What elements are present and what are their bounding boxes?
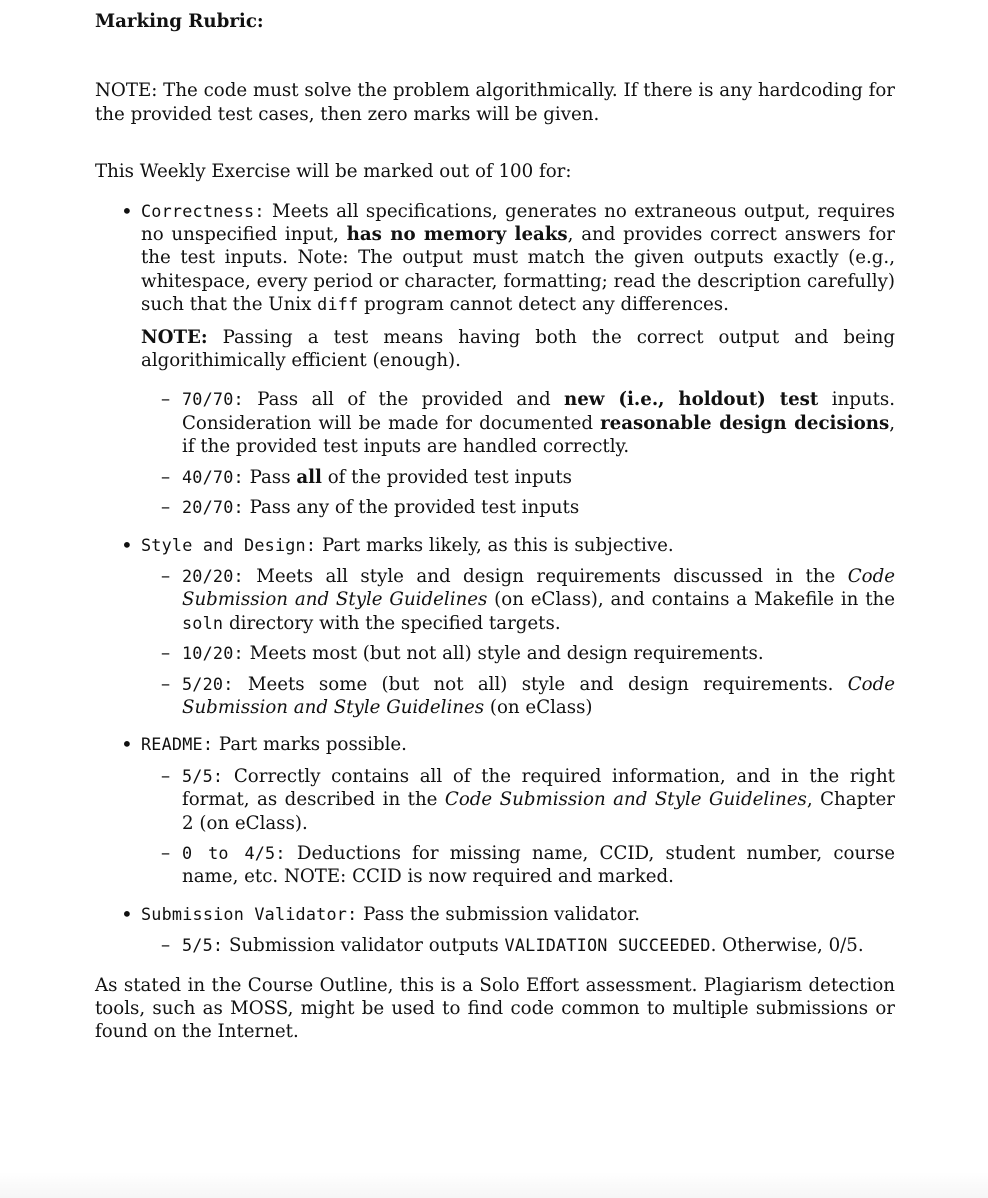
memory-leaks-emphasis: has no memory leaks — [346, 224, 568, 246]
score-label: 5/20: — [182, 673, 234, 694]
rubric-item-readme — [95, 733, 895, 888]
rubric-item-style-design — [95, 534, 895, 720]
validator-description: • Submission Validator: Pass the submission validator. — [141, 903, 641, 925]
correctness-label: Correctness: — [141, 200, 265, 221]
validator-subitem: – 5/5: Submission validator outputs VALIDATION SUCCEEDED. Otherwise, 0/5. — [141, 934, 895, 957]
score-label: 40/70: — [182, 466, 244, 487]
style-subitem: – 20/20: Meets all style and design requirements discussed in the Code Submission and Style Guidelines (on eClass), and contains a Makefile in the soln directory with the specified targets. — [141, 565, 895, 635]
correctness-subitem: – 20/70: Pass any of the provided test inputs — [141, 496, 895, 519]
readme-description: • README: Part marks possible. — [141, 734, 407, 756]
rubric-heading: Marking Rubric: — [95, 11, 264, 32]
validation-output: VALIDATION SUCCEEDED — [504, 935, 711, 956]
score-label: 5/5: — [182, 935, 224, 956]
rubric-item-correctness — [95, 200, 895, 520]
readme-subitem: – 5/5: Correctly contains all of the required information, and in the right format, as described in the Code Submission and Style Guidelines, Chapter 2 (on eClass). — [141, 765, 895, 835]
rubric-item-validator — [95, 903, 895, 958]
correctness-note: NOTE: Passing a test means having both the correct output and being algorithimically efficient (enough). — [141, 326, 895, 372]
correctness-subitems — [141, 388, 895, 519]
score-label: 0 to 4/5: — [182, 842, 286, 863]
guidelines-title: Code Submission and Style Guidelines — [444, 789, 807, 811]
score-label: 10/20: — [182, 643, 244, 664]
readme-label: README: — [141, 734, 214, 755]
readme-subitems — [141, 765, 895, 889]
guidelines-title: Code Submission and Style Guidelines — [182, 565, 895, 611]
score-label: 20/70: — [182, 497, 244, 518]
hardcoding-note: NOTE: The code must solve the problem algorithmically. If there is any hardcoding for the provided test cases, then zero marks will be given. — [95, 80, 895, 125]
diff-command: diff — [317, 294, 359, 315]
rubric-list — [95, 200, 895, 958]
validator-subitems — [141, 934, 895, 957]
soln-directory: soln — [182, 612, 224, 633]
guidelines-title: Code Submission and Style Guidelines — [182, 673, 895, 718]
correctness-description: • Correctness: Meets all specifications, generates no extraneous output, requires no unspecified input, has no memory leaks, and provides correct answers for the test inputs. Note: The output must match the given outputs exactly (e.g., whitespace, every period or character, formatting; read the description carefully) such that the Unix diff program cannot detect any differences. — [141, 200, 895, 316]
correctness-subitem: – 40/70: Pass all of the provided test inputs — [141, 466, 895, 489]
validator-label: Submission Validator: — [141, 903, 358, 924]
style-description: • Style and Design: Part marks likely, as this is subjective. — [141, 534, 674, 556]
style-subitem: – 10/20: Meets most (but not all) style and design requirements. — [141, 642, 895, 665]
style-subitem: – 5/20: Meets some (but not all) style and design requirements. Code Submission and Style Guidelines (on eClass) — [141, 673, 895, 720]
style-label: Style and Design: — [141, 534, 317, 555]
score-label: 5/5: — [182, 765, 224, 786]
score-label: 70/70: — [182, 389, 244, 410]
correctness-subitem: – 70/70: Pass all of the provided and new (i.e., holdout) test inputs. Consideration will be made for documented reasonable design decisions, if the provided test inputs are handled correctly. — [141, 388, 895, 458]
style-subitems — [141, 565, 895, 719]
page-bottom-shadow — [0, 1172, 988, 1198]
closing-paragraph: As stated in the Course Outline, this is a Solo Effort assessment. Plagiarism detection tools, such as MOSS, might be used to find code common to multiple submissions or found on the Internet. — [95, 974, 895, 1043]
score-label: 20/20: — [182, 565, 244, 586]
readme-subitem: – 0 to 4/5: Deductions for missing name, CCID, student number, course name, etc. NOTE: CCID is now required and marked. — [141, 842, 895, 889]
marking-intro: This Weekly Exercise will be marked out of 100 for: — [95, 161, 572, 183]
